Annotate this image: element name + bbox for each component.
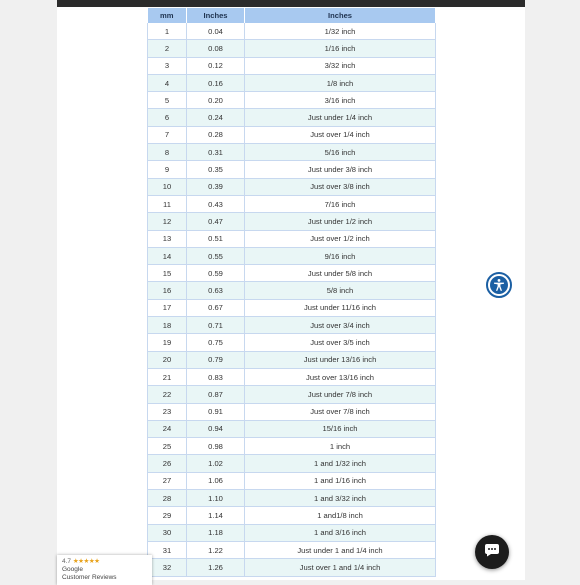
cell-mm: 11 — [148, 195, 187, 212]
cell-mm: 15 — [148, 265, 187, 282]
cell-inches-decimal: 0.75 — [187, 334, 245, 351]
cell-inches-fraction: 1/32 inch — [245, 23, 436, 40]
cell-inches-fraction: Just over 7/8 inch — [245, 403, 436, 420]
cell-inches-decimal: 0.55 — [187, 247, 245, 264]
cell-inches-decimal: 0.43 — [187, 195, 245, 212]
review-label: Customer Reviews — [62, 574, 117, 581]
cell-mm: 7 — [148, 126, 187, 143]
cell-inches-fraction: Just over 1 and 1/4 inch — [245, 559, 436, 576]
cell-mm: 20 — [148, 351, 187, 368]
cell-mm: 12 — [148, 213, 187, 230]
cell-mm: 23 — [148, 403, 187, 420]
google-reviews-badge[interactable] — [57, 555, 152, 585]
accessibility-button[interactable] — [486, 272, 512, 298]
table-row — [148, 213, 436, 230]
cell-inches-decimal: 0.71 — [187, 317, 245, 334]
table-row — [148, 195, 436, 212]
cell-inches-decimal: 0.79 — [187, 351, 245, 368]
table-row — [148, 317, 436, 334]
cell-mm: 31 — [148, 541, 187, 558]
cell-mm: 10 — [148, 178, 187, 195]
cell-mm: 5 — [148, 92, 187, 109]
cell-inches-fraction: 15/16 inch — [245, 420, 436, 437]
table-row — [148, 92, 436, 109]
cell-mm: 26 — [148, 455, 187, 472]
cell-inches-fraction: 1 and1/8 inch — [245, 507, 436, 524]
cell-mm: 32 — [148, 559, 187, 576]
chat-button[interactable] — [475, 535, 509, 569]
cell-mm: 6 — [148, 109, 187, 126]
cell-inches-decimal: 0.91 — [187, 403, 245, 420]
table-row — [148, 507, 436, 524]
cell-mm: 1 — [148, 23, 187, 40]
cell-inches-decimal: 0.31 — [187, 144, 245, 161]
cell-inches-fraction: Just over 3/8 inch — [245, 178, 436, 195]
table-row — [148, 490, 436, 507]
table-body — [148, 23, 436, 576]
top-bar — [57, 0, 525, 7]
table-header — [148, 8, 436, 23]
table-row — [148, 472, 436, 489]
cell-inches-fraction: Just over 1/4 inch — [245, 126, 436, 143]
table-row — [148, 403, 436, 420]
cell-inches-fraction: 5/16 inch — [245, 144, 436, 161]
cell-mm: 21 — [148, 368, 187, 385]
cell-mm: 27 — [148, 472, 187, 489]
table-row — [148, 420, 436, 437]
review-rating: 4.7 — [62, 558, 72, 565]
cell-inches-decimal: 1.14 — [187, 507, 245, 524]
cell-mm: 28 — [148, 490, 187, 507]
table-row — [148, 247, 436, 264]
table-row — [148, 455, 436, 472]
cell-inches-fraction: Just under 11/16 inch — [245, 299, 436, 316]
cell-inches-fraction: Just under 3/8 inch — [245, 161, 436, 178]
cell-inches-decimal: 0.39 — [187, 178, 245, 195]
column-header-inches-decimal: Inches — [187, 8, 245, 23]
cell-inches-fraction: Just under 1 and 1/4 inch — [245, 541, 436, 558]
cell-inches-fraction: 5/8 inch — [245, 282, 436, 299]
cell-mm: 16 — [148, 282, 187, 299]
cell-inches-fraction: 1 inch — [245, 438, 436, 455]
cell-inches-fraction: Just over 3/4 inch — [245, 317, 436, 334]
column-header-inches-fraction: Inches — [245, 8, 436, 23]
table-row — [148, 524, 436, 541]
accessibility-icon — [490, 276, 508, 294]
cell-inches-fraction: 1 and 3/16 inch — [245, 524, 436, 541]
cell-inches-fraction: Just over 13/16 inch — [245, 368, 436, 385]
table-row — [148, 351, 436, 368]
cell-inches-decimal: 0.08 — [187, 40, 245, 57]
cell-inches-decimal: 0.67 — [187, 299, 245, 316]
cell-inches-decimal: 1.18 — [187, 524, 245, 541]
cell-inches-decimal: 0.24 — [187, 109, 245, 126]
chat-icon — [484, 543, 500, 562]
cell-mm: 19 — [148, 334, 187, 351]
table-row — [148, 230, 436, 247]
cell-inches-decimal: 0.51 — [187, 230, 245, 247]
cell-inches-decimal: 0.94 — [187, 420, 245, 437]
cell-inches-fraction: 9/16 inch — [245, 247, 436, 264]
cell-inches-decimal: 0.28 — [187, 126, 245, 143]
cell-mm: 30 — [148, 524, 187, 541]
table-row — [148, 541, 436, 558]
table-row — [148, 74, 436, 91]
review-source: Google — [62, 566, 83, 573]
cell-mm: 18 — [148, 317, 187, 334]
table-row — [148, 23, 436, 40]
cell-mm: 4 — [148, 74, 187, 91]
table-row — [148, 144, 436, 161]
cell-inches-fraction: 3/32 inch — [245, 57, 436, 74]
cell-inches-decimal: 0.12 — [187, 57, 245, 74]
cell-inches-decimal: 1.26 — [187, 559, 245, 576]
cell-mm: 29 — [148, 507, 187, 524]
cell-mm: 13 — [148, 230, 187, 247]
cell-inches-decimal: 0.47 — [187, 213, 245, 230]
cell-mm: 25 — [148, 438, 187, 455]
column-header-mm: mm — [148, 8, 187, 23]
cell-inches-decimal: 0.83 — [187, 368, 245, 385]
cell-inches-fraction: Just under 1/4 inch — [245, 109, 436, 126]
table-row — [148, 126, 436, 143]
table-row — [148, 57, 436, 74]
table-row — [148, 368, 436, 385]
cell-inches-fraction: Just under 13/16 inch — [245, 351, 436, 368]
cell-inches-decimal: 1.06 — [187, 472, 245, 489]
cell-inches-fraction: Just under 1/2 inch — [245, 213, 436, 230]
cell-inches-decimal: 1.10 — [187, 490, 245, 507]
conversion-table — [147, 8, 436, 577]
cell-inches-decimal: 0.59 — [187, 265, 245, 282]
cell-inches-fraction: 1/8 inch — [245, 74, 436, 91]
cell-mm: 17 — [148, 299, 187, 316]
page-content — [57, 0, 525, 580]
cell-inches-decimal: 0.63 — [187, 282, 245, 299]
cell-mm: 24 — [148, 420, 187, 437]
cell-inches-fraction: 1/16 inch — [245, 40, 436, 57]
table-row — [148, 299, 436, 316]
cell-mm: 3 — [148, 57, 187, 74]
cell-inches-fraction: Just over 3/5 inch — [245, 334, 436, 351]
table-row — [148, 40, 436, 57]
table-row — [148, 334, 436, 351]
table-row — [148, 178, 436, 195]
cell-mm: 2 — [148, 40, 187, 57]
table-row — [148, 438, 436, 455]
cell-inches-decimal: 0.16 — [187, 74, 245, 91]
cell-mm: 8 — [148, 144, 187, 161]
cell-inches-fraction: 7/16 inch — [245, 195, 436, 212]
table-row — [148, 282, 436, 299]
cell-inches-decimal: 0.04 — [187, 23, 245, 40]
cell-inches-decimal: 0.87 — [187, 386, 245, 403]
review-stars: ★★★★★ — [72, 558, 100, 565]
cell-inches-decimal: 0.35 — [187, 161, 245, 178]
cell-mm: 22 — [148, 386, 187, 403]
cell-inches-fraction: 1 and 3/32 inch — [245, 490, 436, 507]
cell-mm: 9 — [148, 161, 187, 178]
table-row — [148, 386, 436, 403]
cell-inches-decimal: 0.98 — [187, 438, 245, 455]
table-row — [148, 559, 436, 576]
table-row — [148, 109, 436, 126]
cell-inches-fraction: 3/16 inch — [245, 92, 436, 109]
cell-inches-fraction: 1 and 1/32 inch — [245, 455, 436, 472]
cell-mm: 14 — [148, 247, 187, 264]
cell-inches-fraction: 1 and 1/16 inch — [245, 472, 436, 489]
cell-inches-decimal: 0.20 — [187, 92, 245, 109]
cell-inches-fraction: Just over 1/2 inch — [245, 230, 436, 247]
cell-inches-decimal: 1.02 — [187, 455, 245, 472]
table-row — [148, 265, 436, 282]
cell-inches-decimal: 1.22 — [187, 541, 245, 558]
table-row — [148, 161, 436, 178]
cell-inches-fraction: Just under 7/8 inch — [245, 386, 436, 403]
cell-inches-fraction: Just under 5/8 inch — [245, 265, 436, 282]
